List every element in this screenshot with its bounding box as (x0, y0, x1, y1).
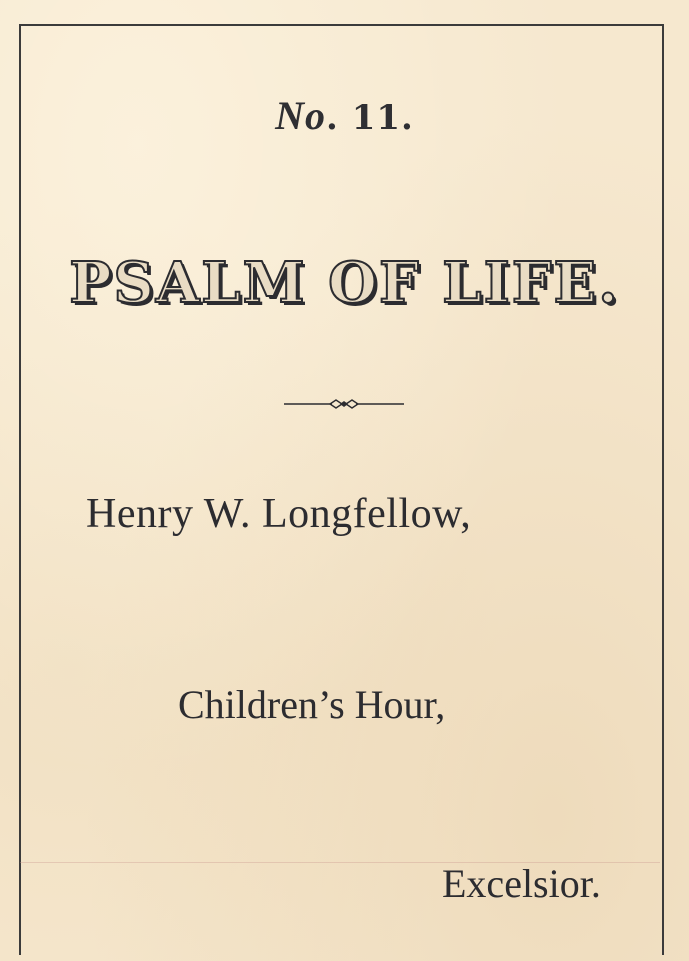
card-number (0, 92, 689, 139)
ornamental-rule-icon (284, 396, 404, 412)
work-title-excelsior: Excelsior. (442, 861, 601, 906)
page-title: PSALM OF LIFE. (69, 250, 620, 316)
work-title-childrens-hour: Children’s Hour, (178, 682, 446, 727)
number-suffix: . 11. (326, 98, 414, 138)
author-name: Henry W. Longfellow, (86, 491, 472, 537)
number-prefix: No (275, 93, 327, 138)
